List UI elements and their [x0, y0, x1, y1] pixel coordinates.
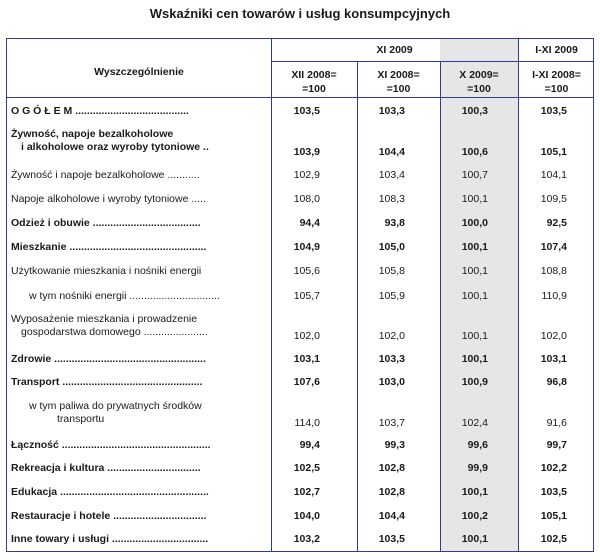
value-cell: 104,1: [540, 169, 567, 181]
row-label: Napoje alkoholowe i wyroby tytoniowe .....: [11, 193, 206, 205]
value-cell: 99,7: [546, 439, 567, 451]
header-group-i-xi-2009: I-XI 2009: [535, 44, 578, 56]
value-cell: 102,7: [293, 486, 320, 498]
row-label: Edukacja ...................................................: [11, 486, 209, 498]
value-cell: 100,1: [461, 533, 488, 545]
value-cell: 100,1: [461, 241, 488, 253]
value-cell: 100,0: [461, 217, 488, 229]
value-cell: 103,1: [293, 353, 320, 365]
value-cell: 102,5: [540, 533, 567, 545]
value-cell: 105,0: [378, 241, 405, 253]
value-cell: 103,5: [540, 486, 567, 498]
value-cell: 110,9: [541, 290, 567, 302]
value-cell: 103,5: [540, 105, 567, 117]
row-label: Łączność ...................................................: [11, 439, 211, 451]
row-label: Restauracje i hotele ................................: [11, 510, 207, 522]
value-cell: 103,0: [378, 376, 405, 388]
value-cell: 109,5: [540, 193, 567, 205]
value-cell: 102,0: [378, 330, 405, 342]
row-label: O G Ó Ł E M .......................................: [11, 105, 189, 117]
row-label: w tym nośniki energii ...............................: [29, 290, 220, 302]
value-cell: 91,6: [546, 417, 567, 429]
row-label: Rekreacja i kultura ................................: [11, 462, 201, 474]
row-label: Transport ................................................: [11, 376, 203, 388]
value-cell: 103,1: [540, 353, 567, 365]
header-group-xi-2009: XI 2009: [376, 44, 413, 56]
header-divider: [271, 61, 593, 62]
value-cell: 100,7: [461, 169, 488, 181]
value-cell: 96,8: [546, 376, 567, 388]
col-divider: [440, 61, 441, 551]
header-col-x-2009: X 2009= =100: [459, 69, 499, 95]
row-label: Mieszkanie ...............................................: [11, 241, 207, 253]
header-col-xi-2008: XI 2008= =100: [377, 69, 420, 95]
value-cell: 94,4: [299, 217, 320, 229]
value-cell: 108,3: [378, 193, 405, 205]
header-col-xii-2008: XII 2008= =100: [291, 69, 337, 95]
value-cell: 107,4: [540, 241, 567, 253]
value-cell: 99,9: [467, 462, 488, 474]
value-cell: 103,3: [378, 353, 405, 365]
value-cell: 105,7: [293, 290, 320, 302]
row-label: Inne towary i usługi .................................: [11, 533, 209, 545]
value-cell: 105,1: [540, 510, 567, 522]
value-cell: 105,1: [540, 146, 567, 158]
value-cell: 103,5: [293, 105, 320, 117]
header-col-i-xi-2008: I-XI 2008= =100: [532, 69, 581, 95]
value-cell: 100,2: [461, 510, 488, 522]
value-cell: 102,4: [461, 417, 488, 429]
row-label: Wyposażenie mieszkania i prowadzenie gospodarstwa domowego ......................: [11, 313, 208, 338]
value-cell: 102,0: [540, 330, 567, 342]
value-cell: 104,0: [293, 510, 320, 522]
header-wyszczegolnienie: Wyszczególnienie: [94, 66, 184, 78]
value-cell: 103,5: [378, 533, 405, 545]
value-cell: 99,6: [467, 439, 488, 451]
row-label: Użytkowanie mieszkania i nośniki energii: [11, 265, 202, 277]
row-label: Odzież i obuwie .....................................: [11, 217, 201, 229]
value-cell: 100,3: [461, 105, 488, 117]
value-cell: 105,9: [378, 290, 405, 302]
value-cell: 100,1: [461, 265, 488, 277]
value-cell: 100,1: [461, 290, 488, 302]
value-cell: 104,4: [378, 146, 405, 158]
value-cell: 92,5: [546, 217, 567, 229]
value-cell: 105,8: [378, 265, 405, 277]
value-cell: 100,6: [461, 146, 488, 158]
value-cell: 103,4: [378, 169, 405, 181]
row-label: w tym paliwa do prywatnych środków transportu: [29, 400, 202, 425]
value-cell: 102,8: [378, 486, 405, 498]
value-cell: 104,9: [293, 241, 320, 253]
row-label: Żywność i napoje bezalkoholowe ...........: [11, 169, 200, 181]
value-cell: 102,0: [293, 330, 320, 342]
value-cell: 103,2: [293, 533, 320, 545]
value-cell: 108,0: [293, 193, 320, 205]
value-cell: 102,5: [293, 462, 320, 474]
value-cell: 114,0: [294, 417, 320, 429]
value-cell: 93,8: [384, 217, 405, 229]
value-cell: 103,7: [378, 417, 405, 429]
value-cell: 100,1: [461, 486, 488, 498]
table-title: Wskaźniki cen towarów i usług konsumpcyjnych: [149, 6, 451, 21]
value-cell: 100,1: [461, 353, 488, 365]
value-cell: 107,6: [293, 376, 320, 388]
header-bottom-line: [7, 97, 593, 98]
value-cell: 102,8: [378, 462, 405, 474]
value-cell: 99,3: [384, 439, 405, 451]
value-cell: 100,1: [461, 330, 488, 342]
price-index-table: [6, 38, 594, 552]
value-cell: 102,2: [540, 462, 567, 474]
value-cell: 103,9: [293, 146, 320, 158]
value-cell: 102,9: [293, 169, 320, 181]
col-divider: [357, 61, 358, 551]
value-cell: 100,1: [461, 193, 488, 205]
value-cell: 100,9: [461, 376, 488, 388]
value-cell: 99,4: [299, 439, 320, 451]
value-cell: 104,4: [378, 510, 405, 522]
row-label: Żywność, napoje bezalkoholowe i alkoholowe oraz wyroby tytoniowe ..: [11, 128, 209, 153]
row-label: Zdrowie ....................................................: [11, 353, 206, 365]
value-cell: 105,6: [293, 265, 320, 277]
value-cell: 108,8: [540, 265, 567, 277]
value-cell: 103,3: [378, 105, 405, 117]
